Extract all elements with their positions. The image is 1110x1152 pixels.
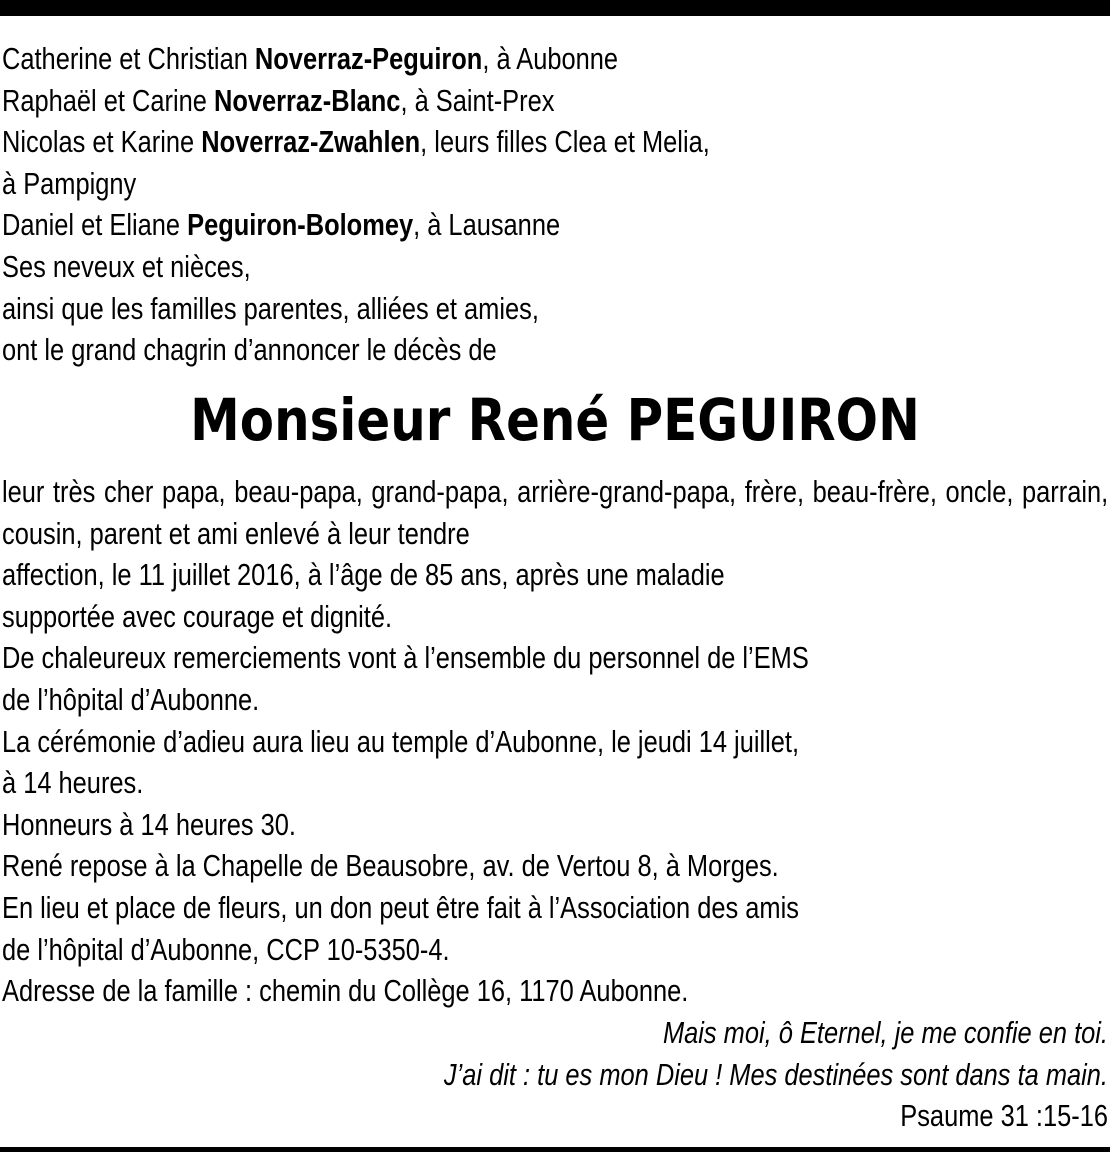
top-rule [0, 0, 1110, 16]
family-list [2, 38, 1108, 371]
paragraph-tail: Adresse de la famille : chemin du Collège 16, 1170 Aubonne. [2, 973, 689, 1009]
family-line: Nicolas et Karine Noverraz-Zwahlen, leurs filles Clea et Melia, [2, 124, 710, 160]
paragraph [2, 637, 1108, 720]
family-line: Daniel et Eliane Peguiron-Bolomey, à Lausanne [2, 207, 561, 243]
paragraph-justified: leur très cher papa, beau-papa, grand-papa, arrière-grand-papa, frère, beau-frère, oncle, parrain, cousin, parent et ami enlevé à leur tendre [2, 474, 1109, 551]
paragraph [2, 721, 1108, 804]
verse-block [2, 1012, 1108, 1137]
paragraph-tail: René repose à la Chapelle de Beausobre, av. de Vertou 8, à Morges. [2, 848, 779, 884]
paragraph-tail: Honneurs à 14 heures 30. [2, 806, 296, 842]
paragraph [2, 471, 1108, 637]
family-line: Catherine et Christian Noverraz-Peguiron, à Aubonne [2, 41, 619, 76]
paragraph-tail: de l’hôpital d’Aubonne. [2, 681, 260, 717]
family-line: à Pampigny [2, 165, 137, 201]
paragraph-justified: En lieu et place de fleurs, un don peut être fait à l’Association des amis [2, 889, 799, 925]
paragraph-tail: affection, le 11 juillet 2016, à l’âge de 85 ans, après une maladie supportée avec courage et dignité. [2, 557, 725, 634]
family-line: ont le grand chagrin d’annoncer le décès de [2, 332, 497, 368]
verse-line: Mais moi, ô Eternel, je me confie en toi. [662, 1015, 1108, 1050]
paragraph-justified: De chaleureux remerciements vont à l’ensemble du personnel de l’EMS [2, 640, 809, 676]
deceased-name: Monsieur René PEGUIRON [190, 386, 920, 454]
family-line: ainsi que les familles parentes, alliées et amies, [2, 290, 539, 326]
paragraph [2, 887, 1108, 970]
family-line: Raphaël et Carine Noverraz-Blanc, à Saint-Prex [2, 82, 555, 118]
paragraph [2, 845, 1108, 887]
notice-body [2, 471, 1108, 1012]
family-line: Ses neveux et nièces, [2, 248, 251, 284]
paragraph [2, 804, 1108, 846]
paragraph-tail: de l’hôpital d’Aubonne, CCP 10-5350-4. [2, 931, 450, 967]
psalm-reference: Psaume 31 :15-16 [900, 1098, 1108, 1134]
verse-line: J’ai dit : tu es mon Dieu ! Mes destinées sont dans ta main. [443, 1056, 1108, 1092]
paragraph-tail: La cérémonie d’adieu aura lieu au temple d’Aubonne, le jeudi 14 juillet, à 14 heures. [2, 723, 800, 801]
paragraph [2, 970, 1108, 1012]
bottom-rule [0, 1147, 1110, 1152]
